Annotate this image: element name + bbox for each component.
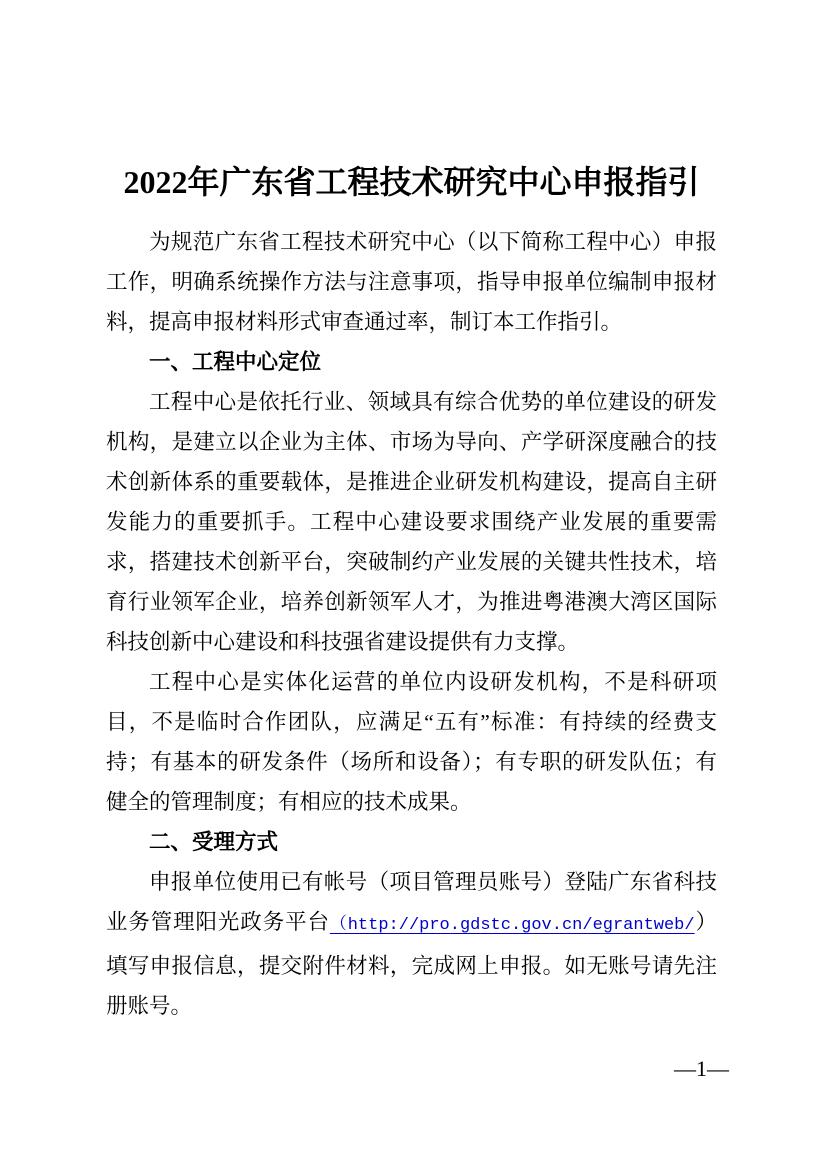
section2-paragraph <box>106 862 717 1026</box>
section1-paragraph-2: 工程中心是实体化运营的单位内设研发机构，不是科研项目，不是临时合作团队，应满足“五有”标准：有持续的经费支持；有基本的研发条件（场所和设备）；有专职的研发队伍；有健全的管理制度；有相应的技术成果。 <box>106 670 717 814</box>
section2-text-before-link: 申报单位使用已有帐号（项目管理员账号）登陆广东省科技业务管理阳光政务平台 <box>106 870 717 934</box>
link-group <box>330 910 717 934</box>
intro-paragraph: 为规范广东省工程技术研究中心（以下简称工程中心）申报工作，明确系统操作方法与注意事项，指导申报单位编制申报材料，提高申报材料形式审查通过率，制订本工作指引。 <box>106 230 717 334</box>
section-heading-2: 二、受理方式 <box>149 830 279 854</box>
section1-paragraph-1: 工程中心是依托行业、领域具有综合优势的单位建设的研发机构，是建立以企业为主体、市场为导向、产学研深度融合的技术创新体系的重要载体，是推进企业研发机构建设，提高自主研发能力的重要抓手。工程中心建设要求围绕产业发展的重要需求，搭建技术创新平台，突破制约产业发展的关键共性技术，培育行业领军企业，培养创新领军人才，为推进粤港澳大湾区国际科技创新中心建设和科技强省建设提供有力支撑。 <box>106 390 717 654</box>
page-number: —1— <box>674 1056 729 1081</box>
section2-text-after-link: 填写申报信息，提交附件材料，完成网上申报。如无账号请先注册账号。 <box>106 954 717 1018</box>
document-body <box>106 222 717 1026</box>
portal-url-link[interactable]: （http://pro.gdstc.gov.cn/egrantweb/ <box>329 916 695 935</box>
document-title: 2022年广东省工程技术研究中心申报指引 <box>123 164 700 201</box>
link-close-paren: ） <box>694 910 717 934</box>
section-heading-1: 一、工程中心定位 <box>149 350 322 374</box>
